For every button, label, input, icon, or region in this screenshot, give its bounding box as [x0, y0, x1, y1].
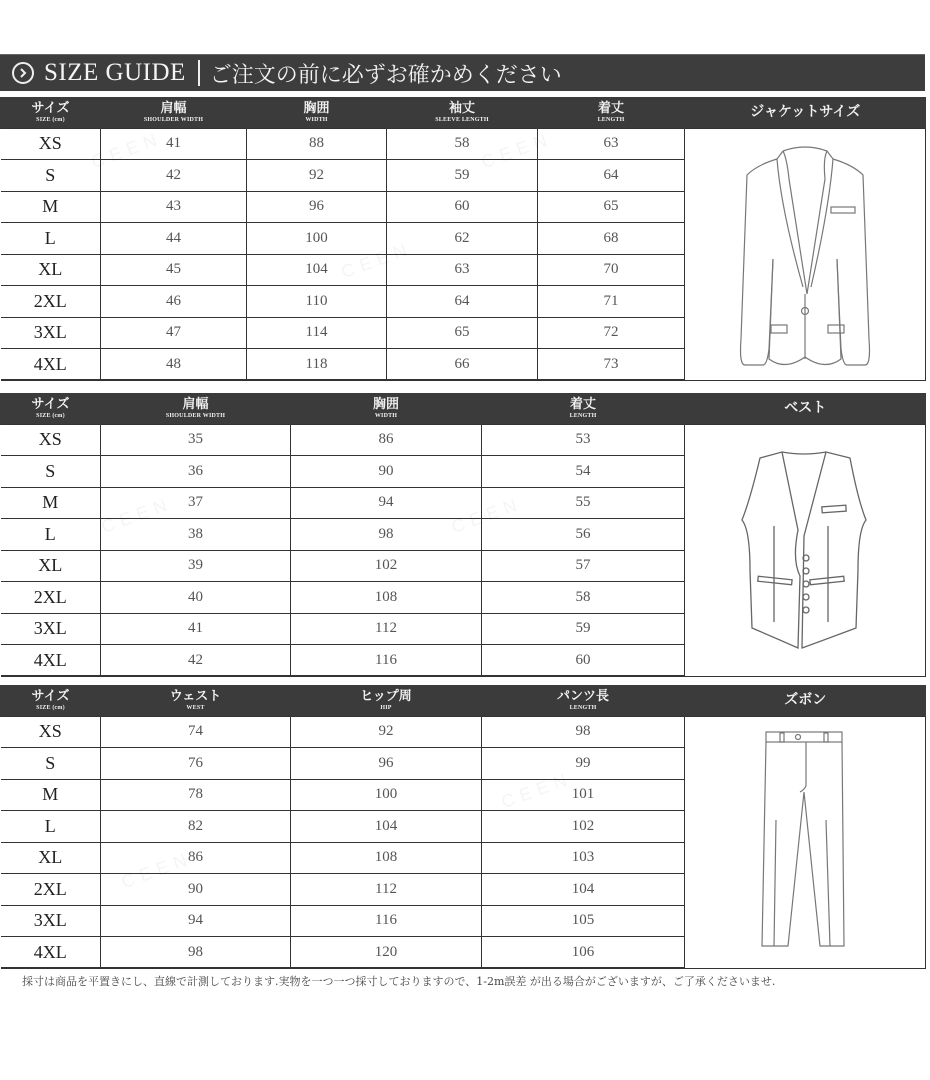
cell-value: 60 [482, 645, 685, 677]
cell-value: 102 [482, 811, 685, 843]
cell-value: 104 [482, 874, 685, 906]
cell-value: 90 [101, 874, 291, 906]
cell-value: 96 [291, 748, 482, 780]
size-label: 3XL [1, 905, 101, 937]
cell-value: 116 [291, 905, 482, 937]
size-label: XL [1, 550, 101, 582]
cell-value: 42 [101, 160, 247, 192]
size-label: 3XL [1, 613, 101, 645]
cell-value: 48 [101, 349, 247, 381]
size-label: XS [1, 128, 101, 160]
title-divider [198, 60, 200, 86]
size-label: L [1, 223, 101, 255]
cell-value: 88 [247, 128, 387, 160]
cell-value: 43 [101, 191, 247, 223]
table-row [1, 424, 926, 456]
cell-value: 42 [101, 645, 291, 677]
header-length: 着丈 LENGTH [482, 393, 685, 424]
cell-value: 116 [291, 645, 482, 677]
header-size: サイズ SIZE (cm) [1, 97, 101, 128]
size-label: L [1, 519, 101, 551]
header-size: サイズ SIZE (cm) [1, 685, 101, 716]
cell-value: 64 [538, 160, 685, 192]
size-label: M [1, 779, 101, 811]
measurement-footnote: 採寸は商品を平置きにし、直線で計測しております.実物を一つ一つ採寸しておりますので、1-2m誤差 が出る場合がございますが、ご了承くださいませ. [22, 975, 776, 988]
header-shoulder-width: 肩幅 SHOULDER WIDTH [101, 97, 247, 128]
header-pants: ズボン [685, 685, 926, 716]
jacket-header-row [1, 97, 926, 128]
size-label: M [1, 191, 101, 223]
cell-value: 94 [101, 905, 291, 937]
header-pants-length: パンツ長 LENGTH [482, 685, 685, 716]
cell-value: 92 [291, 716, 482, 748]
header-hip: ヒップ周 HIP [291, 685, 482, 716]
cell-value: 78 [101, 779, 291, 811]
cell-value: 72 [538, 317, 685, 349]
cell-value: 58 [387, 128, 538, 160]
cell-value: 90 [291, 456, 482, 488]
cell-value: 99 [482, 748, 685, 780]
cell-value: 40 [101, 582, 291, 614]
size-label: XS [1, 716, 101, 748]
size-label: 4XL [1, 645, 101, 677]
cell-value: 57 [482, 550, 685, 582]
pants-illustration-icon [760, 730, 850, 955]
cell-value: 104 [291, 811, 482, 843]
cell-value: 105 [482, 905, 685, 937]
header-size: サイズ SIZE (cm) [1, 393, 101, 424]
cell-value: 100 [291, 779, 482, 811]
cell-value: 100 [247, 223, 387, 255]
cell-value: 103 [482, 842, 685, 874]
cell-value: 55 [482, 487, 685, 519]
size-label: L [1, 811, 101, 843]
vest-size-table [0, 393, 925, 677]
cell-value: 66 [387, 349, 538, 381]
cell-value: 86 [291, 424, 482, 456]
header-shoulder-width: 肩幅 SHOULDER WIDTH [101, 393, 291, 424]
size-label: S [1, 160, 101, 192]
cell-value: 108 [291, 842, 482, 874]
cell-value: 96 [247, 191, 387, 223]
size-label: 2XL [1, 874, 101, 906]
size-label: M [1, 487, 101, 519]
cell-value: 102 [291, 550, 482, 582]
size-label: 4XL [1, 349, 101, 381]
cell-value: 63 [538, 128, 685, 160]
cell-value: 112 [291, 874, 482, 906]
cell-value: 41 [101, 128, 247, 160]
size-label: 2XL [1, 286, 101, 318]
cell-value: 106 [482, 937, 685, 969]
pants-header-row [1, 685, 926, 716]
cell-value: 104 [247, 254, 387, 286]
cell-value: 59 [387, 160, 538, 192]
cell-value: 114 [247, 317, 387, 349]
cell-value: 62 [387, 223, 538, 255]
jacket-size-table [0, 97, 925, 381]
vest-header-row [1, 393, 926, 424]
jacket-image-cell [685, 128, 926, 380]
cell-value: 41 [101, 613, 291, 645]
cell-value: 73 [538, 349, 685, 381]
title-japanese: ご注文の前に必ずお確かめください [209, 62, 562, 88]
cell-value: 65 [387, 317, 538, 349]
cell-value: 68 [538, 223, 685, 255]
vest-image-cell [685, 424, 926, 676]
size-guide-title-bar [0, 54, 925, 91]
cell-value: 74 [101, 716, 291, 748]
cell-value: 98 [101, 937, 291, 969]
cell-value: 38 [101, 519, 291, 551]
header-sleeve-length: 袖丈 SLEEVE LENGTH [387, 97, 538, 128]
cell-value: 108 [291, 582, 482, 614]
size-label: XS [1, 424, 101, 456]
size-label: 3XL [1, 317, 101, 349]
cell-value: 59 [482, 613, 685, 645]
chevron-right-circle-icon [12, 62, 34, 84]
table-row [1, 128, 926, 160]
jacket-illustration-icon [725, 139, 885, 369]
cell-value: 37 [101, 487, 291, 519]
table-row [1, 716, 926, 748]
size-label: S [1, 748, 101, 780]
cell-value: 98 [291, 519, 482, 551]
title-english: SIZE GUIDE [44, 59, 186, 86]
header-jacket-size: ジャケットサイズ [685, 97, 926, 128]
cell-value: 56 [482, 519, 685, 551]
cell-value: 39 [101, 550, 291, 582]
cell-value: 65 [538, 191, 685, 223]
cell-value: 92 [247, 160, 387, 192]
cell-value: 112 [291, 613, 482, 645]
header-width: 胸囲 WIDTH [247, 97, 387, 128]
header-waist: ウェスト WEST [101, 685, 291, 716]
cell-value: 98 [482, 716, 685, 748]
cell-value: 58 [482, 582, 685, 614]
pants-image-cell [685, 716, 926, 968]
pants-size-table [0, 685, 925, 969]
cell-value: 118 [247, 349, 387, 381]
cell-value: 54 [482, 456, 685, 488]
header-vest: ベスト [685, 393, 926, 424]
cell-value: 70 [538, 254, 685, 286]
cell-value: 53 [482, 424, 685, 456]
cell-value: 120 [291, 937, 482, 969]
cell-value: 45 [101, 254, 247, 286]
cell-value: 86 [101, 842, 291, 874]
cell-value: 64 [387, 286, 538, 318]
vest-illustration-icon [740, 450, 870, 650]
cell-value: 94 [291, 487, 482, 519]
size-label: 4XL [1, 937, 101, 969]
cell-value: 101 [482, 779, 685, 811]
header-length: 着丈 LENGTH [538, 97, 685, 128]
cell-value: 36 [101, 456, 291, 488]
cell-value: 110 [247, 286, 387, 318]
cell-value: 63 [387, 254, 538, 286]
cell-value: 35 [101, 424, 291, 456]
cell-value: 60 [387, 191, 538, 223]
size-label: XL [1, 842, 101, 874]
cell-value: 46 [101, 286, 247, 318]
cell-value: 71 [538, 286, 685, 318]
header-width: 胸囲 WIDTH [291, 393, 482, 424]
cell-value: 82 [101, 811, 291, 843]
cell-value: 76 [101, 748, 291, 780]
cell-value: 47 [101, 317, 247, 349]
size-label: S [1, 456, 101, 488]
cell-value: 44 [101, 223, 247, 255]
size-label: XL [1, 254, 101, 286]
size-label: 2XL [1, 582, 101, 614]
